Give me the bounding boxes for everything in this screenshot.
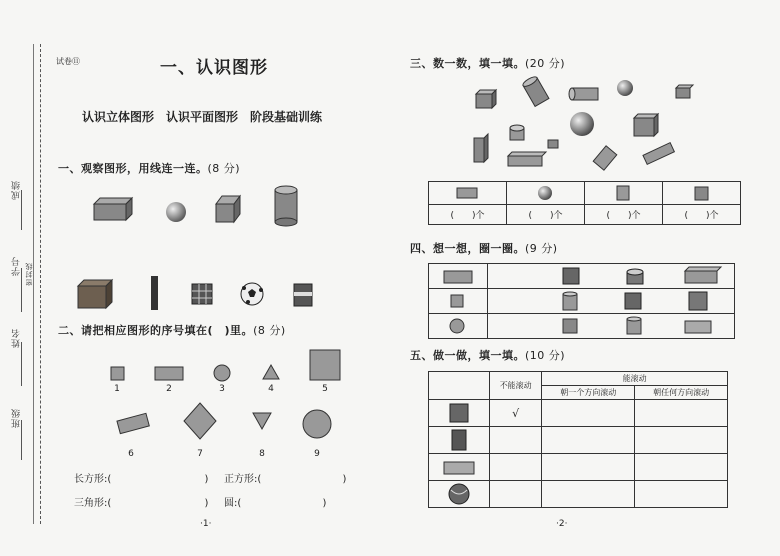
right-page-number: ·2·: [556, 519, 568, 529]
q5-row-can: [429, 427, 490, 454]
soccer-ball-photo[interactable]: [241, 283, 263, 305]
q4-row1-reference: [429, 264, 488, 289]
sidebar-field-student-no: 学号: [12, 256, 22, 276]
gift-box-option[interactable]: [689, 292, 707, 310]
answer-triangle[interactable]: [74, 494, 208, 509]
q1-solid-shapes: [92, 184, 312, 230]
gift-box-photo[interactable]: [294, 284, 312, 306]
cube-option[interactable]: [563, 319, 577, 333]
shape-number: 4: [268, 384, 274, 394]
sphere-solid[interactable]: [570, 112, 594, 136]
sidebar-underline: [21, 190, 22, 230]
q5-points: (10 分): [525, 349, 566, 362]
answer-rectangle-close: ): [204, 474, 209, 485]
q4-row2-options[interactable]: [488, 289, 735, 314]
cylinder-solid[interactable]: [569, 88, 598, 100]
cube-shape[interactable]: [216, 196, 240, 222]
q5-cell-blank[interactable]: [635, 400, 728, 427]
q4-row3-options[interactable]: [488, 314, 735, 339]
answer-circle[interactable]: [224, 494, 326, 509]
q5-header-one-direction: 朝一个方向滚动: [542, 386, 635, 400]
count-input-cube[interactable]: ( )个: [663, 205, 741, 225]
q1-title-text: 一、观察图形，用线连一连。: [58, 162, 208, 175]
answer-square-close: ): [342, 474, 347, 485]
cylinder-solid[interactable]: [593, 146, 617, 170]
answer-circle-close: ): [322, 498, 327, 509]
shape-number: 3: [219, 384, 225, 394]
q1-object-photos: [76, 274, 326, 314]
q3-mixed-solids: [470, 76, 700, 176]
cube-solid[interactable]: [676, 85, 693, 98]
cuboid-solid[interactable]: [508, 152, 546, 166]
rubik-cube-option[interactable]: [625, 293, 641, 309]
drum-option[interactable]: [627, 269, 643, 284]
q5-row-rubik-cube: [429, 400, 490, 427]
sidebar-underline: [21, 420, 22, 460]
cuboid-shape[interactable]: [94, 198, 132, 220]
q5-check-mark[interactable]: √: [490, 400, 542, 427]
q1-points: (8 分): [207, 162, 241, 175]
can-option[interactable]: [563, 292, 577, 310]
shape-8-inverted-triangle[interactable]: [253, 413, 271, 429]
count-icon-cell-cube: [663, 182, 741, 205]
q5-row-ball: [429, 481, 490, 508]
q4-circle-table: [428, 263, 735, 339]
q5-cell-blank[interactable]: [635, 454, 728, 481]
cuboid-solid[interactable]: [474, 134, 488, 162]
q5-cell-blank[interactable]: [542, 400, 635, 427]
q1-title: [58, 160, 240, 176]
shape-4-triangle[interactable]: [263, 365, 279, 379]
page-title: 一、认识图形: [160, 58, 268, 78]
answer-square[interactable]: [224, 470, 346, 485]
answer-circle-label: 圆:(: [224, 498, 242, 509]
q5-cell-blank[interactable]: [490, 481, 542, 508]
q3-points: (20 分): [525, 57, 566, 70]
sphere-solid[interactable]: [617, 80, 633, 96]
q5-header-object: [429, 372, 490, 400]
q4-row1-options[interactable]: [488, 264, 735, 289]
shape-7-diamond[interactable]: [184, 403, 216, 439]
pole-photo[interactable]: [151, 276, 158, 310]
box-photo[interactable]: [78, 280, 112, 308]
shape-number: 2: [166, 384, 172, 394]
cylinder-solid[interactable]: [522, 76, 549, 106]
cube-solid[interactable]: [476, 90, 496, 108]
q5-cell-blank[interactable]: [490, 427, 542, 454]
rubik-cube-photo[interactable]: [192, 284, 212, 304]
q5-title-text: 五、做一做，填一填。: [410, 349, 525, 362]
q5-cell-blank[interactable]: [635, 481, 728, 508]
q2-title: [58, 322, 286, 338]
shape-9-large-circle[interactable]: [303, 410, 331, 438]
answer-rectangle-label: 长方形:(: [74, 474, 112, 485]
sidebar-seal-label: 密封线: [25, 262, 33, 286]
count-icon-cell-sphere: [507, 182, 585, 205]
cylinder-shape[interactable]: [275, 186, 297, 226]
paper-badge: 试卷⑪: [56, 57, 80, 66]
count-icon-cell-cuboid: [429, 182, 507, 205]
count-input-cuboid[interactable]: ( )个: [429, 205, 507, 225]
cylinder-option[interactable]: [627, 317, 641, 334]
answer-rectangle[interactable]: [74, 470, 208, 485]
answer-square-label: 正方形:(: [224, 474, 262, 485]
answer-triangle-label: 三角形:(: [74, 498, 112, 509]
q5-cell-blank[interactable]: [490, 454, 542, 481]
shape-2-rectangle[interactable]: [155, 367, 183, 380]
q3-title: [410, 55, 565, 71]
q5-header-any-direction: 朝任何方向滚动: [635, 386, 728, 400]
sphere-shape[interactable]: [166, 202, 186, 222]
shape-number: 8: [259, 449, 265, 459]
left-page-number: ·1·: [200, 519, 212, 529]
q5-title: [410, 347, 565, 363]
shape-number: 9: [314, 449, 320, 459]
count-input-sphere[interactable]: ( )个: [507, 205, 585, 225]
tissue-box-option[interactable]: [685, 321, 711, 333]
cylinder-solid[interactable]: [510, 125, 524, 140]
sidebar-underline: [21, 268, 22, 312]
shape-5-square[interactable]: [310, 350, 340, 380]
answer-triangle-close: ): [204, 498, 209, 509]
shape-number: 5: [322, 384, 328, 394]
cube-solid[interactable]: [548, 140, 558, 148]
q5-cell-blank[interactable]: [542, 454, 635, 481]
q2-points: (8 分): [253, 324, 286, 337]
q4-row3-reference: [429, 314, 488, 339]
shape-3-circle[interactable]: [214, 365, 230, 381]
q5-row-tissue-box: [429, 454, 490, 481]
sidebar-field-class: 班级: [12, 408, 22, 428]
rubik-cube-option[interactable]: [563, 268, 579, 284]
cube-solid[interactable]: [634, 114, 658, 136]
shape-6-tilted-rectangle[interactable]: [117, 413, 149, 433]
shape-number: 7: [197, 449, 203, 459]
sidebar-underline: [21, 342, 22, 386]
shape-number: 1: [114, 384, 120, 394]
q5-cell-blank[interactable]: [542, 427, 635, 454]
q4-title-text: 四、想一想，圈一圈。: [410, 242, 525, 255]
q5-header-cannot-roll: 不能滚动: [490, 372, 542, 400]
q2-plane-shapes: [100, 345, 350, 460]
q3-title-text: 三、数一数，填一填。: [410, 57, 525, 70]
q5-cell-blank[interactable]: [542, 481, 635, 508]
box-option[interactable]: [685, 267, 721, 283]
cuboid-solid[interactable]: [643, 143, 674, 165]
q4-row2-reference: [429, 289, 488, 314]
sidebar-dashed-line: [40, 44, 41, 524]
q5-header-can-roll: 能滚动: [542, 372, 728, 386]
count-icon-cell-cylinder: [585, 182, 663, 205]
q5-cell-blank[interactable]: [635, 427, 728, 454]
shape-number: 6: [128, 449, 134, 459]
q4-points: (9 分): [525, 242, 558, 255]
q5-rolling-table: [428, 371, 728, 508]
sidebar: [0, 0, 48, 556]
q3-count-table: [428, 181, 741, 225]
q2-title-text: 二、请把相应图形的序号填在( )里。: [58, 324, 254, 337]
q4-title: [410, 240, 558, 256]
shape-1-small-square[interactable]: [111, 367, 124, 380]
count-input-cylinder[interactable]: ( )个: [585, 205, 663, 225]
sidebar-field-score: 成绩: [12, 180, 22, 200]
sidebar-field-name: 姓名: [12, 328, 22, 348]
page-subtitle: 认识立体图形 认识平面图形 阶段基础训练: [82, 110, 323, 124]
